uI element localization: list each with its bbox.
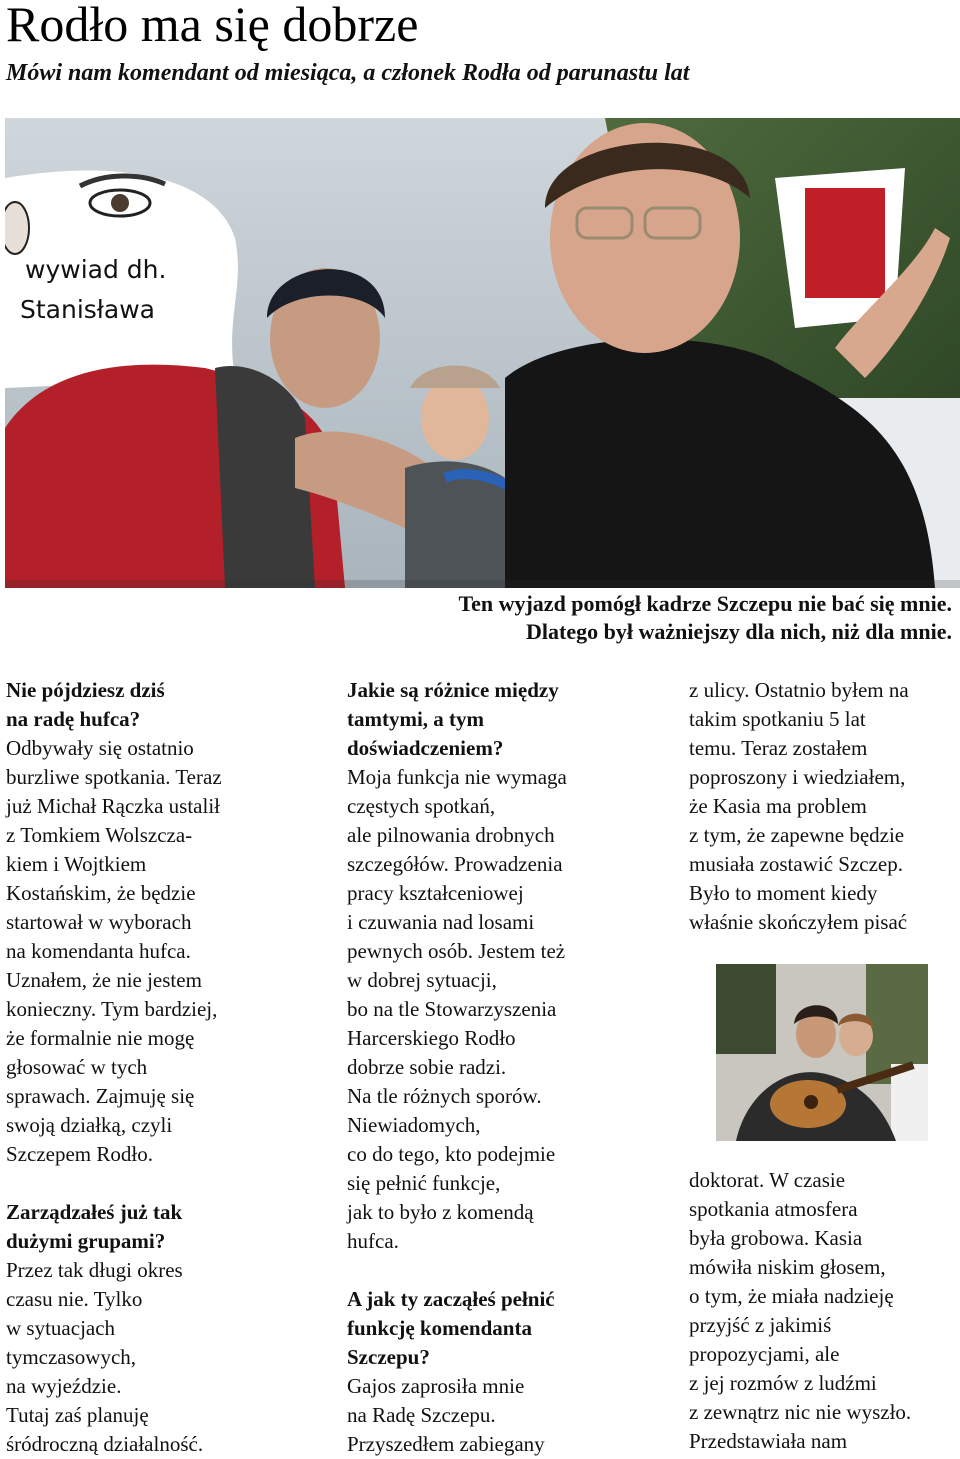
answer-line: i czuwania nad losami	[347, 910, 535, 934]
question-line: A jak ty zacząłeś pełnić	[347, 1287, 555, 1311]
photo-caption	[458, 590, 952, 646]
photo-overlay-line1: wywiad dh.	[25, 255, 167, 284]
answer-line: doktorat. W czasie	[689, 1168, 846, 1192]
answer-line: Uznałem, że nie jestem	[6, 968, 202, 992]
answer-line: musiała zostawić Szczep.	[689, 852, 903, 876]
answer-line: głosować w tych	[6, 1055, 148, 1079]
answer-line: poproszony i wiedziałem,	[689, 765, 906, 789]
answer-line: że formalnie nie mogę	[6, 1026, 195, 1050]
answer-line: na komendanta hufca.	[6, 939, 191, 963]
article-title: Rodło ma się dobrze	[6, 0, 419, 52]
answer-line: hufca.	[347, 1229, 399, 1253]
answer-line: Przyszedłem zabiegany	[347, 1432, 545, 1456]
answer-line: Szczepem Rodło.	[6, 1142, 153, 1166]
answer-line: z jej rozmów z ludźmi	[689, 1371, 877, 1395]
answer-line: swoją działką, czyli	[6, 1113, 173, 1137]
answer-line: się pełnić funkcje,	[347, 1171, 501, 1195]
answer-line: była grobowa. Kasia	[689, 1226, 863, 1250]
guitar-photo-illustration	[716, 964, 928, 1141]
answer-line: ale pilnowania drobnych	[347, 823, 555, 847]
question-line: Nie pójdziesz dziś	[6, 678, 165, 702]
question-line: doświadczeniem?	[347, 736, 504, 760]
answer-line: Na tle różnych sporów.	[347, 1084, 542, 1108]
answer-line: śródroczną działalność.	[6, 1432, 204, 1456]
question-line: Zarządzałeś już tak	[6, 1200, 183, 1224]
answer-line: temu. Teraz zostałem	[689, 736, 868, 760]
answer-line: z Tomkiem Wolszcza-	[6, 823, 193, 847]
answer-line: pracy kształceniowej	[347, 881, 524, 905]
question-line: Jakie są różnice między	[347, 678, 559, 702]
answer-line: Przedstawiała nam	[689, 1429, 848, 1453]
answer-line: takim spotkaniu 5 lat	[689, 707, 866, 731]
main-photo-illustration	[5, 118, 960, 588]
answer-line: Przez tak długi okres	[6, 1258, 183, 1282]
answer-line: spotkania atmosfera	[689, 1197, 858, 1221]
answer-line: Niewiadomych,	[347, 1113, 481, 1137]
answer-line: już Michał Rączka ustalił	[6, 794, 221, 818]
question-line: Szczepu?	[347, 1345, 430, 1369]
answer-line: o tym, że miała nadzieję	[689, 1284, 894, 1308]
photo-overlay-line2: Stanisława	[20, 295, 155, 324]
column-3-bottom	[689, 1166, 960, 1456]
answer-line: czasu nie. Tylko	[6, 1287, 143, 1311]
caption-line-2: Dlatego był ważniejszy dla nich, niż dla mnie.	[526, 619, 952, 644]
answer-line: konieczny. Tym bardziej,	[6, 997, 218, 1021]
answer-line: burzliwe spotkania. Teraz	[6, 765, 222, 789]
paragraph-spacer	[347, 1256, 647, 1285]
answer-line: Było to moment kiedy	[689, 881, 878, 905]
article-subtitle: Mówi nam komendant od miesiąca, a członek Rodła od parunastu lat	[6, 60, 690, 86]
answer-line: w dobrej sytuacji,	[347, 968, 497, 992]
paragraph-spacer	[6, 1169, 306, 1198]
answer-line: z tym, że zapewne będzie	[689, 823, 905, 847]
answer-line: startował w wyborach	[6, 910, 192, 934]
answer-line: Odbywały się ostatnio	[6, 736, 194, 760]
question-line: na radę hufca?	[6, 707, 141, 731]
answer-line: pewnych osób. Jestem też	[347, 939, 566, 963]
question-line: tamtymi, a tym	[347, 707, 485, 731]
answer-line: częstych spotkań,	[347, 794, 496, 818]
answer-line: sprawach. Zajmuję się	[6, 1084, 195, 1108]
guitar-photo	[716, 964, 928, 1141]
answer-line: mówiła niskim głosem,	[689, 1255, 886, 1279]
question-line: funkcję komendanta	[347, 1316, 532, 1340]
question-line: dużymi grupami?	[6, 1229, 166, 1253]
column-2	[347, 676, 647, 1459]
answer-line: Kostańskim, że będzie	[6, 881, 196, 905]
answer-line: kiem i Wojtkiem	[6, 852, 147, 876]
answer-line: jak to było z komendą	[347, 1200, 534, 1224]
answer-line: z ulicy. Ostatnio byłem na	[689, 678, 909, 702]
caption-line-1: Ten wyjazd pomógł kadrze Szczepu nie bać się mnie.	[458, 591, 952, 616]
answer-line: na wyjeździe.	[6, 1374, 122, 1398]
answer-line: przyjść z jakimiś	[689, 1313, 832, 1337]
answer-line: w sytuacjach	[6, 1316, 116, 1340]
main-photo	[5, 118, 960, 588]
answer-line: dobrze sobie radzi.	[347, 1055, 507, 1079]
answer-line: właśnie skończyłem pisać	[689, 910, 908, 934]
column-1	[6, 676, 306, 1459]
answer-line: na Radę Szczepu.	[347, 1403, 496, 1427]
answer-line: Tutaj zaś planuję	[6, 1403, 149, 1427]
answer-line: szczegółów. Prowadzenia	[347, 852, 563, 876]
answer-line: bo na tle Stowarzyszenia	[347, 997, 557, 1021]
answer-line: Moja funkcja nie wymaga	[347, 765, 567, 789]
answer-line: tymczasowych,	[6, 1345, 137, 1369]
column-3-top	[689, 676, 960, 937]
answer-line: Gajos zaprosiła mnie	[347, 1374, 525, 1398]
answer-line: że Kasia ma problem	[689, 794, 867, 818]
answer-line: propozycjami, ale	[689, 1342, 840, 1366]
answer-line: Harcerskiego Rodło	[347, 1026, 516, 1050]
answer-line: z zewnątrz nic nie wyszło.	[689, 1400, 912, 1424]
answer-line: co do tego, kto podejmie	[347, 1142, 556, 1166]
